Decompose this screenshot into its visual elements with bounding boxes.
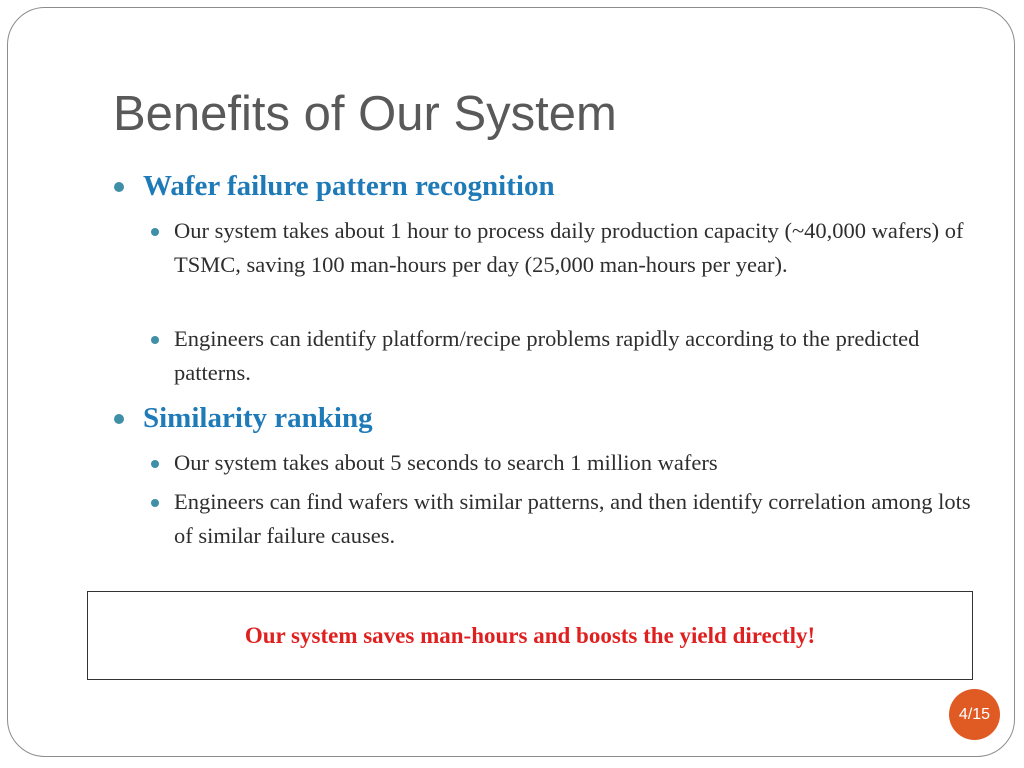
bullet-dot-icon bbox=[151, 499, 159, 507]
bullet-point-text: Engineers can identify platform/recipe problems rapidly according to the predicted patterns. bbox=[174, 326, 920, 385]
section-heading-text: Wafer failure pattern recognition bbox=[143, 170, 555, 202]
bullet-point-text: Our system takes about 1 hour to process daily production capacity (~40,000 wafers) of TSMC, saving 100 man-hours per day (25,000 man-hours per year). bbox=[174, 218, 964, 277]
page-number: 4/15 bbox=[958, 705, 991, 723]
callout-box bbox=[87, 591, 973, 680]
callout-text: Our system saves man-hours and boosts the yield directly! bbox=[244, 622, 816, 648]
bullet-point bbox=[174, 214, 974, 282]
slide-title: Benefits of Our System bbox=[113, 87, 617, 141]
bullet-point-text: Engineers can find wafers with similar patterns, and then identify correlation among lots of similar failure causes. bbox=[174, 489, 971, 548]
bullet-dot-icon bbox=[151, 336, 159, 344]
bullet-point-text: Our system takes about 5 seconds to search 1 million wafers bbox=[174, 450, 718, 475]
page-number-badge bbox=[949, 689, 1000, 740]
bullet-dot-icon bbox=[151, 228, 159, 236]
section-heading-pattern-recognition bbox=[143, 169, 983, 203]
bullet-dot-icon bbox=[151, 460, 159, 468]
bullet-dot-icon bbox=[114, 414, 124, 424]
bullet-point bbox=[174, 485, 974, 553]
bullet-point bbox=[174, 446, 974, 480]
bullet-dot-icon bbox=[114, 182, 124, 192]
section-heading-text: Similarity ranking bbox=[143, 402, 373, 434]
section-heading-similarity-ranking bbox=[143, 401, 983, 435]
bullet-point bbox=[174, 322, 974, 390]
